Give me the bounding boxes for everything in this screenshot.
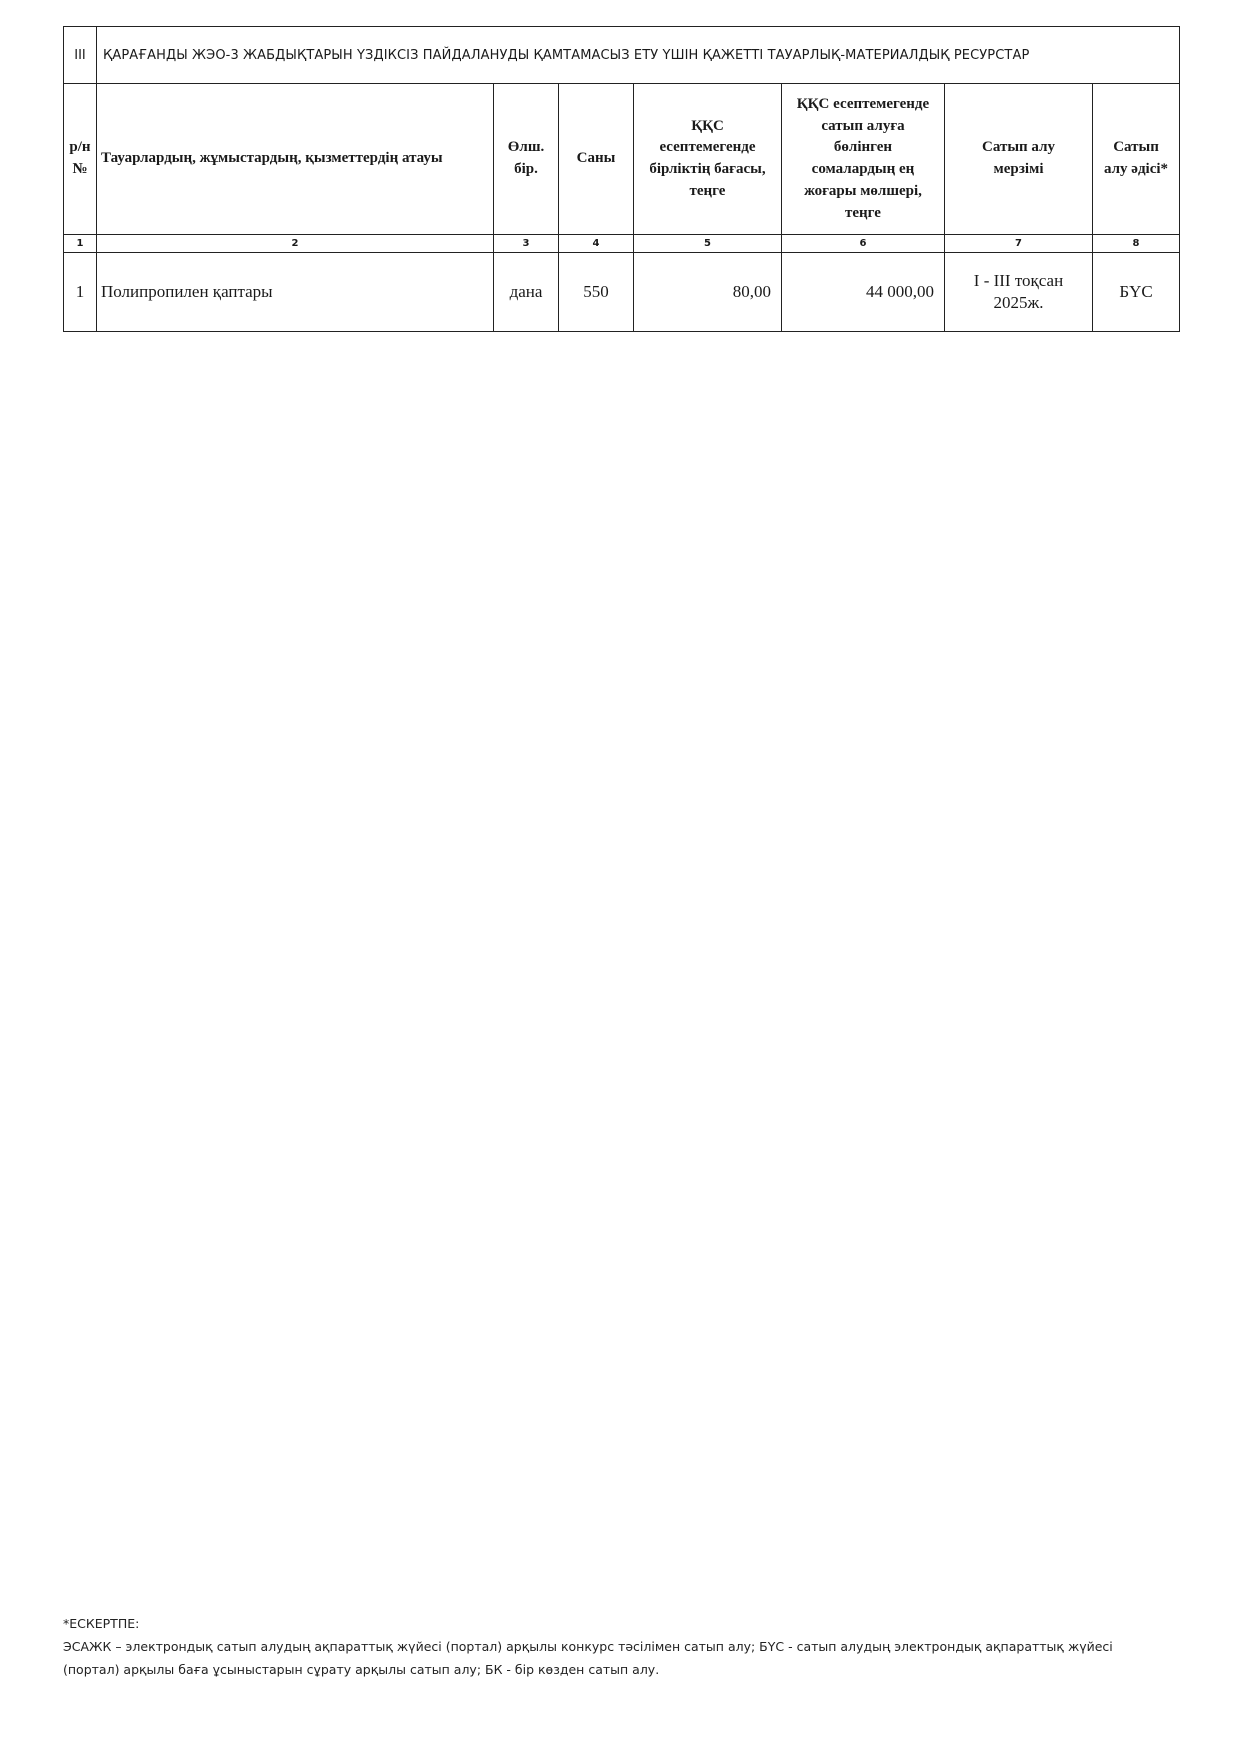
table-row xyxy=(64,253,1180,332)
row-unit-price: 80,00 xyxy=(634,253,782,332)
column-number: 4 xyxy=(559,235,634,253)
row-period: I - III тоқсан 2025ж. xyxy=(945,253,1093,332)
column-number: 2 xyxy=(97,235,494,253)
row-qty: 550 xyxy=(559,253,634,332)
row-max-amount: 44 000,00 xyxy=(782,253,945,332)
section-title: ҚАРАҒАНДЫ ЖЭО-3 ЖАБДЫҚТАРЫН ҮЗДІКСІЗ ПАЙДАЛАНУДЫ ҚАМТАМАСЫЗ ЕТУ ҮШІН ҚАЖЕТТІ ТАУАРЛЫҚ-МАТЕРИАЛДЫҚ РЕСУРСТАР xyxy=(97,27,1180,84)
footnote-line-1: ЭСАЖК – электрондық сатып алудың ақпараттық жүйесі (портал) арқылы конкурс тәсілімен сатып алу; БҮС - сатып алудың электрондық ақпараттық жүйесі xyxy=(63,1639,1113,1654)
row-unit: дана xyxy=(494,253,559,332)
footnote-title: *ЕСКЕРТПЕ: xyxy=(63,1616,140,1631)
procurement-table-sheet xyxy=(63,26,1179,332)
column-number: 7 xyxy=(945,235,1093,253)
procurement-table xyxy=(63,26,1180,332)
column-number: 3 xyxy=(494,235,559,253)
section-header-row xyxy=(64,27,1180,84)
header-name: Тауарлардың, жұмыстардың, қызметтердің атауы xyxy=(97,84,494,235)
header-period: Сатып алу мерзімі xyxy=(945,84,1093,235)
column-number: 1 xyxy=(64,235,97,253)
header-qty: Саны xyxy=(559,84,634,235)
row-method: БҮС xyxy=(1093,253,1180,332)
column-number-row xyxy=(64,235,1180,253)
header-num: р/н № xyxy=(64,84,97,235)
header-max-amount: ҚҚС есептемегенде сатып алуға бөлінген сомалардың ең жоғары мөлшері, теңге xyxy=(782,84,945,235)
column-number: 8 xyxy=(1093,235,1180,253)
header-unit: Өлш. бір. xyxy=(494,84,559,235)
footnote-line-2: (портал) арқылы баға ұсыныстарын сұрату арқылы сатып алу; БК - бір көзден сатып алу. xyxy=(63,1662,660,1677)
row-name: Полипропилен қаптары xyxy=(97,253,494,332)
section-number: III xyxy=(64,27,97,84)
footnote xyxy=(63,1612,1183,1681)
column-number: 5 xyxy=(634,235,782,253)
header-method: Сатып алу әдісі* xyxy=(1093,84,1180,235)
column-number: 6 xyxy=(782,235,945,253)
column-header-row xyxy=(64,84,1180,235)
header-unit-price: ҚҚС есептемегенде бірліктің бағасы, теңге xyxy=(634,84,782,235)
row-num: 1 xyxy=(64,253,97,332)
